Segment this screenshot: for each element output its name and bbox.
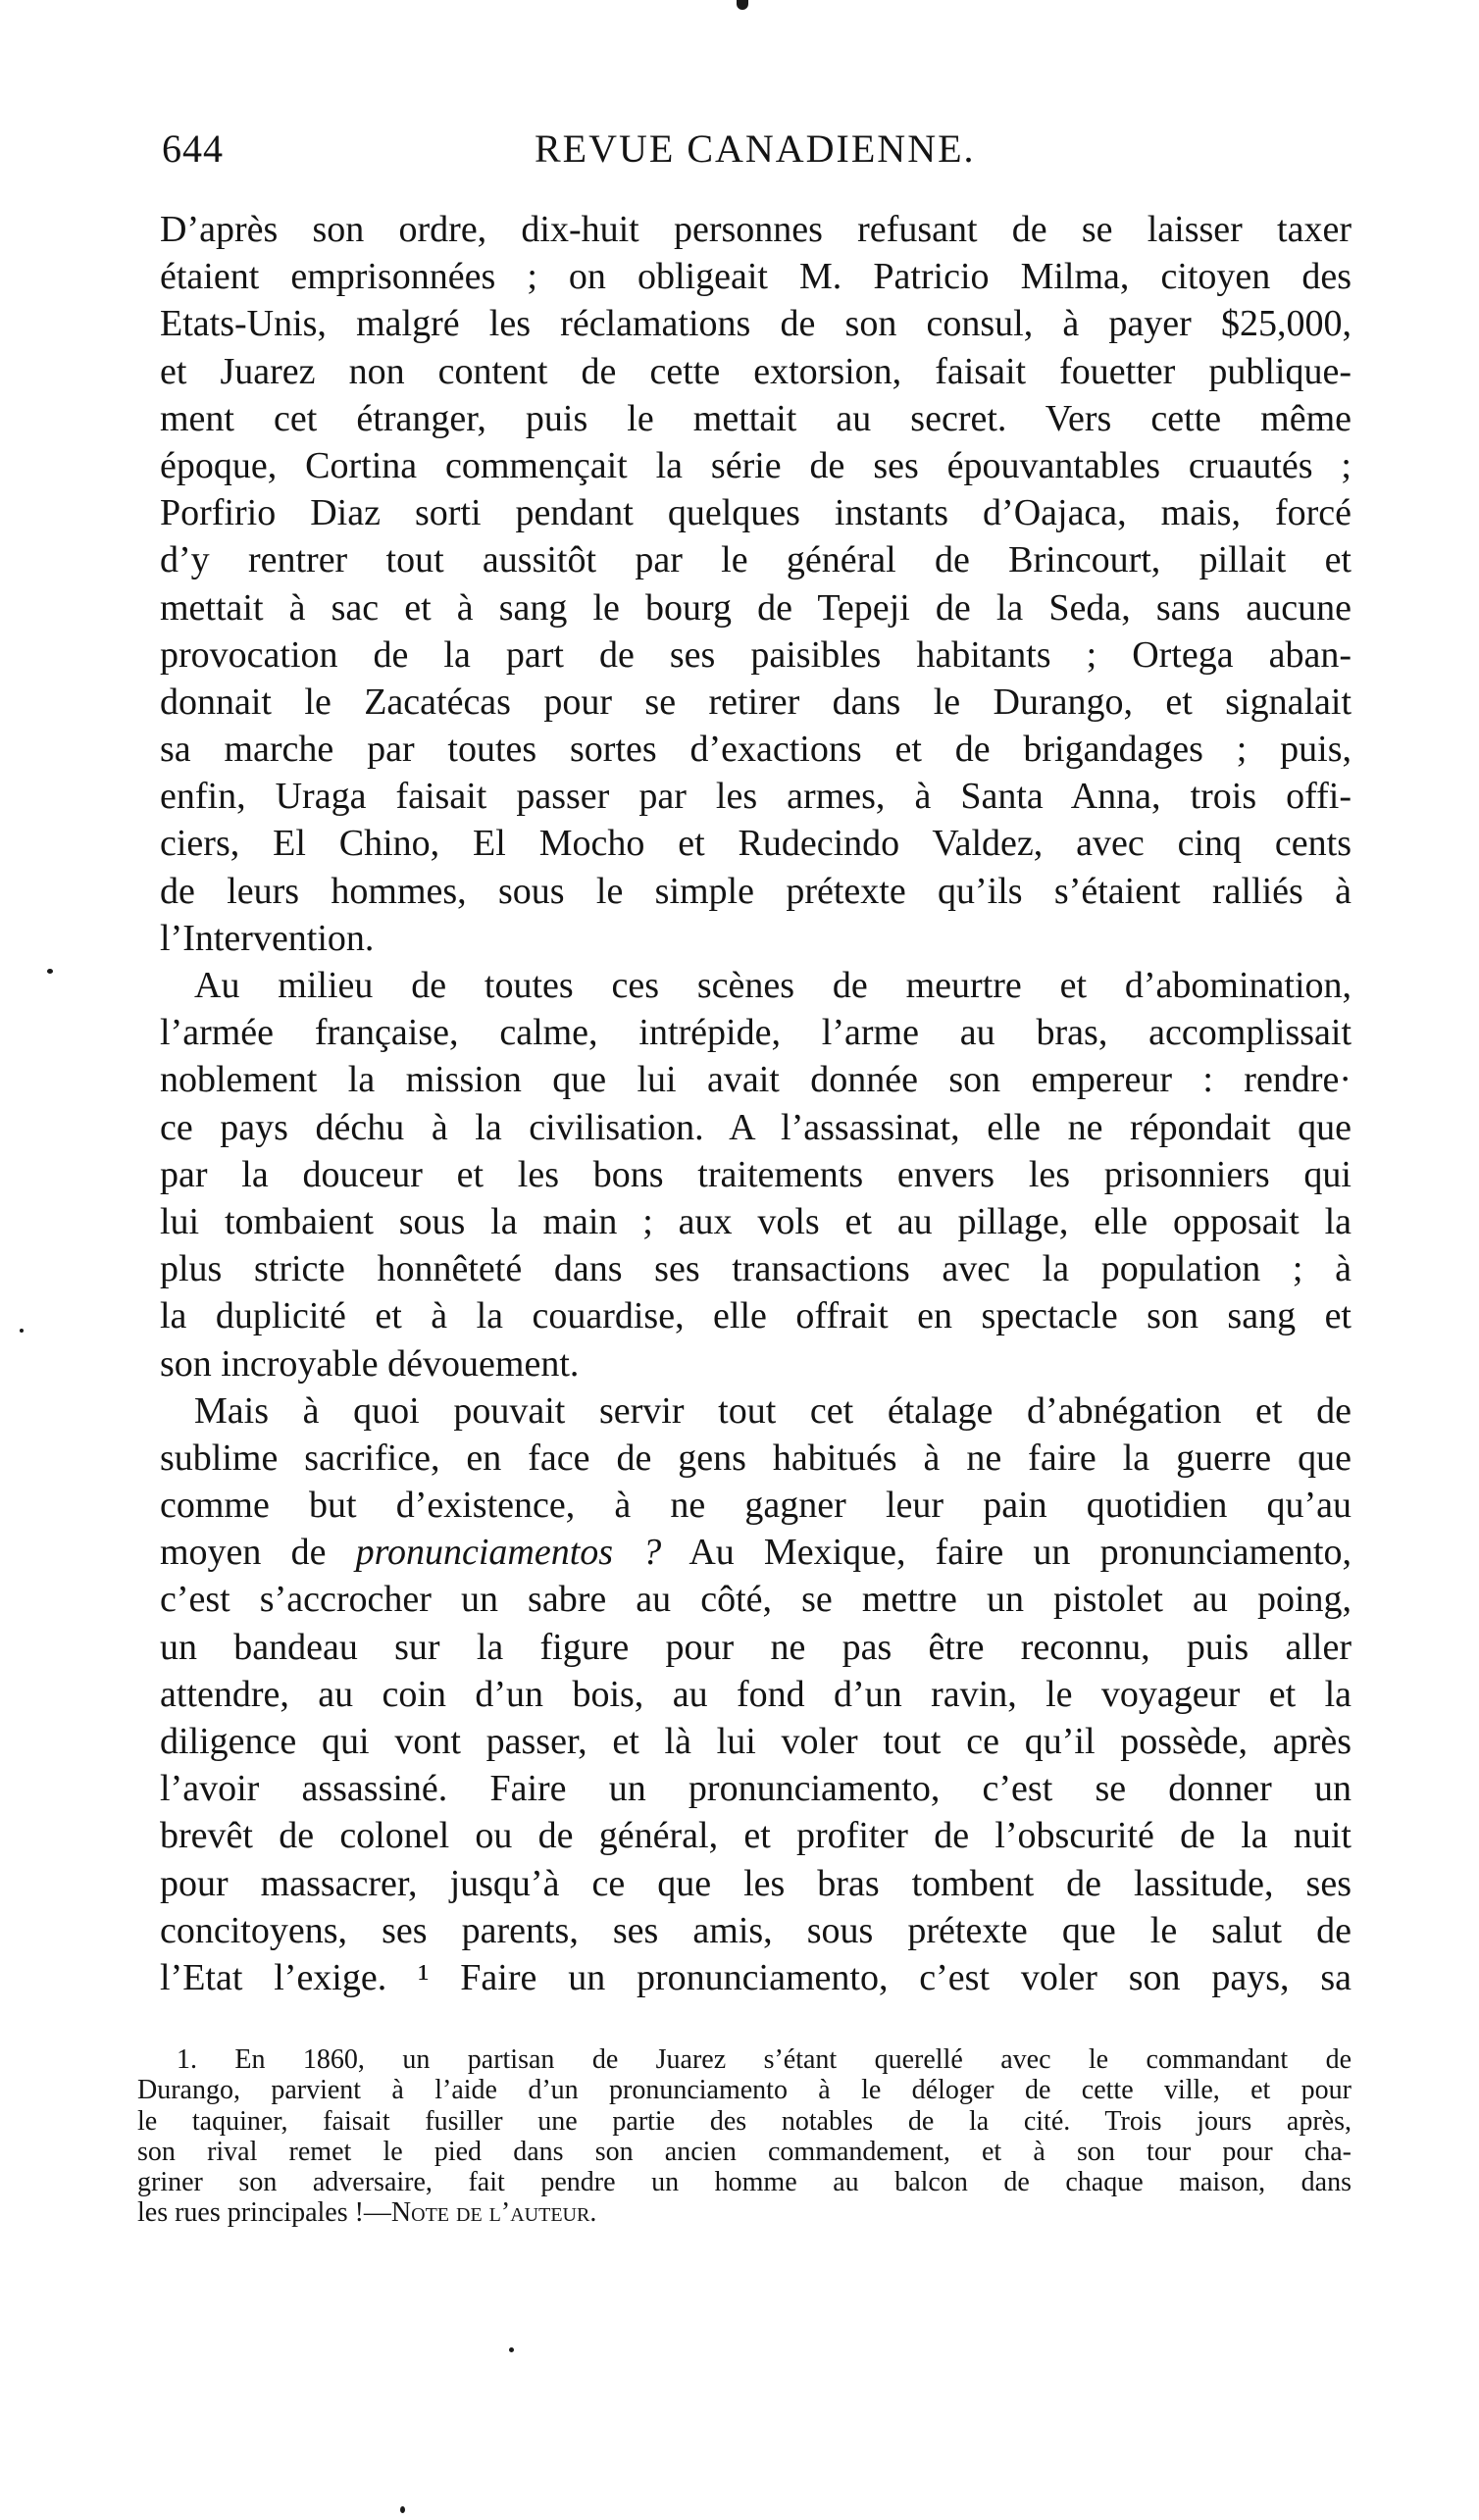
- text-line: diligence qui vont passer, et là lui voler tout ce qu’il possède, après: [160, 1721, 1352, 1762]
- text-line: D’après son ordre, dix-huit personnes refusant de se laisser taxer: [160, 209, 1352, 250]
- body-text: [160, 206, 1352, 2001]
- text-line: comme but d’existence, à ne gagner leur pain quotidien qu’au: [160, 1485, 1352, 1527]
- footnote-text: les rues principales !—: [137, 2197, 391, 2229]
- journal-title: REVUE CANADIENNE.: [535, 126, 976, 171]
- text-line: brevêt de colonel ou de général, et profiter de l’obscurité de la nuit: [160, 1815, 1352, 1857]
- text-line: son incroyable dévouement.: [160, 1342, 580, 1385]
- text-line: pour massacrer, jusqu’à ce que les bras tombent de lassitude, ses: [160, 1862, 1352, 1904]
- footnote-line: 1. En 1860, un partisan de Juarez s’étant querellé avec le commandant de: [177, 2044, 1352, 2075]
- text-line: lui tombaient sous la main ; aux vols et au pillage, elle opposait la: [160, 1200, 1352, 1242]
- text-line: l’Intervention.: [160, 917, 375, 959]
- text-line: ment cet étranger, puis le mettait au secret. Vers cette même: [160, 397, 1352, 439]
- text-line: un bandeau sur la figure pour ne pas être reconnu, puis aller: [160, 1626, 1352, 1668]
- text-line-italic-segment: [160, 1529, 1352, 1576]
- page-number: 644: [162, 126, 224, 171]
- text-line: sublime sacrifice, en face de gens habitués à ne faire la guerre que: [160, 1436, 1352, 1479]
- text-line: époque, Cortina commençait la série de ses épouvantables cruautés ;: [160, 444, 1352, 486]
- footnote-line: griner son adversaire, fait pendre un homme au balcon de chaque maison, dans: [137, 2167, 1352, 2198]
- footnote: [137, 2044, 1352, 2229]
- text-line: Porfirio Diaz sorti pendant quelques instants d’Oajaca, mais, forcé: [160, 492, 1352, 534]
- text-line: plus stricte honnêteté dans ses transactions avec la population ; à: [160, 1248, 1352, 1290]
- text-line: d’y rentrer tout aussitôt par le général de Brincourt, pillait et: [160, 539, 1352, 581]
- text-line: Mais à quoi pouvait servir tout cet étalage d’abnégation et de: [194, 1389, 1352, 1432]
- text-segment: moyen de: [160, 1532, 356, 1574]
- italic-word: pronunciamentos ?: [355, 1532, 662, 1574]
- text-line: la duplicité et à la couardise, elle offrait en spectacle son sang et: [160, 1295, 1352, 1337]
- footnote-last-line: [137, 2197, 1352, 2228]
- text-line: l’armée française, calme, intrépide, l’arme au bras, accomplissait: [160, 1012, 1352, 1054]
- text-segment: Au Mexique, faire un pronunciamento,: [661, 1532, 1352, 1574]
- text-line: attendre, au coin d’un bois, au fond d’un ravin, le voyageur et la: [160, 1673, 1352, 1715]
- margin-speck: [47, 969, 53, 974]
- text-line: de leurs hommes, sous le simple prétexte qu’ils s’étaient ralliés à: [160, 870, 1352, 912]
- text-line: ciers, El Chino, El Mocho et Rudecindo Valdez, avec cinq cents: [160, 823, 1352, 865]
- text-line: Au milieu de toutes ces scènes de meurtre et d’abomination,: [194, 965, 1352, 1006]
- text-line: mettait à sac et à sang le bourg de Tepeji de la Seda, sans aucune: [160, 586, 1352, 629]
- text-line: noblement la mission que lui avait donnée son empereur : rendre·: [160, 1059, 1352, 1101]
- footnote-line: Durango, parvient à l’aide d’un pronunciamento à le déloger de cette ville, et pour: [137, 2075, 1352, 2106]
- running-head: [162, 126, 1339, 184]
- text-line: c’est s’accrocher un sabre au côté, se mettre un pistolet au poing,: [160, 1579, 1352, 1621]
- text-line: Etats-Unis, malgré les réclamations de son consul, à payer $25,000,: [160, 303, 1352, 345]
- text-line: ce pays déchu à la civilisation. A l’assassinat, elle ne répondait que: [160, 1106, 1352, 1148]
- text-line: étaient emprisonnées ; on obligeait M. Patricio Milma, citoyen des: [160, 256, 1352, 298]
- text-line: l’avoir assassiné. Faire un pronunciamento, c’est se donner un: [160, 1768, 1352, 1810]
- text-line: provocation de la part de ses paisibles habitants ; Ortega aban-: [160, 633, 1352, 676]
- footnote-line: le taquiner, faisait fusiller une partie des notables de la cité. Trois jours après,: [137, 2105, 1352, 2137]
- margin-speck: [400, 2506, 405, 2513]
- margin-speck: [20, 1329, 24, 1333]
- text-line: l’Etat l’exige. ¹ Faire un pronunciamento, c’est voler son pays, sa: [160, 1956, 1352, 1998]
- text-line: par la douceur et les bons traitements envers les prisonniers qui: [160, 1153, 1352, 1195]
- author-note: Note de l’auteur.: [390, 2197, 597, 2229]
- text-line: et Juarez non content de cette extorsion, faisait fouetter publique-: [160, 350, 1352, 392]
- footnote-line: son rival remet le pied dans son ancien commandement, et à son tour pour cha-: [137, 2136, 1352, 2167]
- top-ink-mark: [737, 0, 748, 10]
- text-line: donnait le Zacatécas pour se retirer dans le Durango, et signalait: [160, 680, 1352, 723]
- text-line: sa marche par toutes sortes d’exactions et de brigandages ; puis,: [160, 729, 1352, 771]
- text-line: enfin, Uraga faisait passer par les armes, à Santa Anna, trois offi-: [160, 776, 1352, 818]
- margin-speck: [509, 2347, 514, 2352]
- text-line: concitoyens, ses parents, ses amis, sous prétexte que le salut de: [160, 1909, 1352, 1951]
